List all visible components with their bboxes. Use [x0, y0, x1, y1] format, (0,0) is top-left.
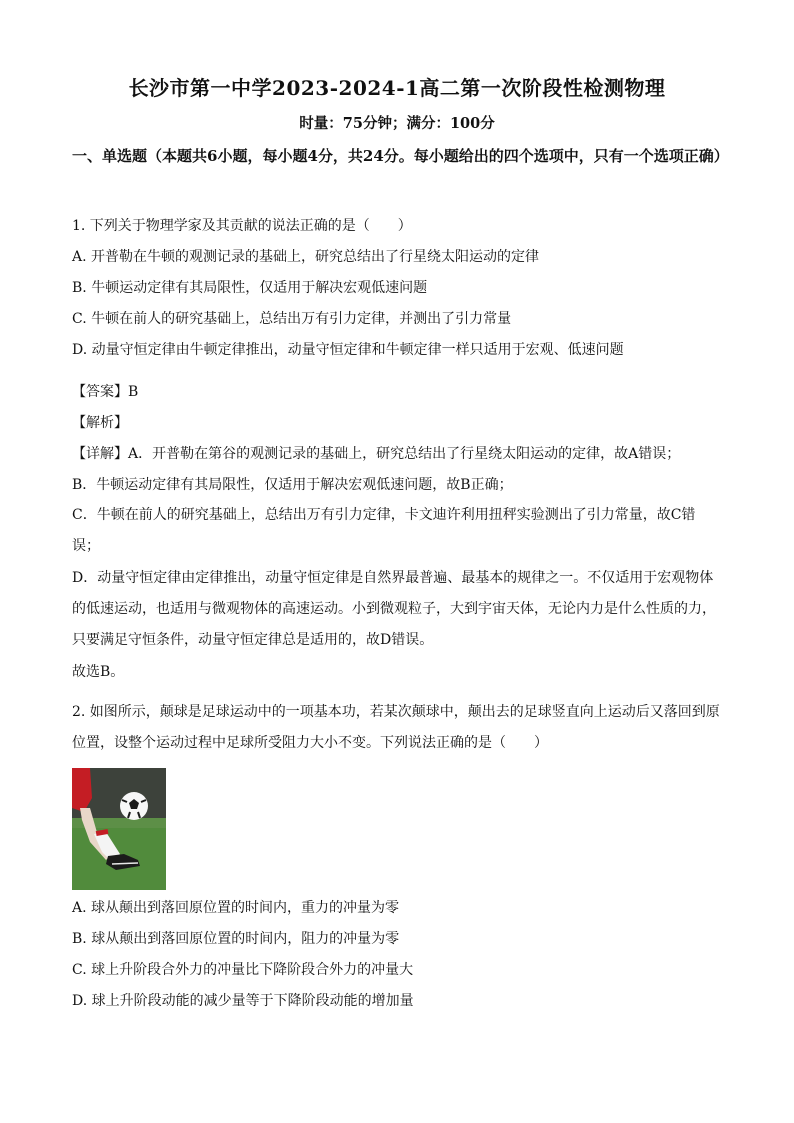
section-heading: 一、单选题（本题共6小题，每小题4分，共24分。每小题给出的四个选项中，只有一个选项正确） — [72, 147, 729, 165]
question-1-detail-b: B．牛顿运动定律有其局限性，仅适用于解决宏观低速问题，故B正确； — [72, 477, 513, 493]
question-1-option-a: A. 开普勒在牛顿的观测记录的基础上，研究总结出了行星绕太阳运动的定律 — [72, 249, 540, 265]
question-2-option-d: D. 球上升阶段动能的减少量等于下降阶段动能的增加量 — [72, 993, 414, 1009]
question-1-option-c: C. 牛顿在前人的研究基础上，总结出万有引力定律，并测出了引力常量 — [72, 311, 512, 327]
soccer-photo-illustration — [72, 768, 166, 890]
question-1-stem: 1. 下列关于物理学家及其贡献的说法正确的是（ ） — [72, 218, 412, 234]
exam-info: 时量：75分钟；满分：100分 — [299, 115, 495, 132]
soccer-juggling-photo — [72, 768, 166, 890]
question-2-stem: 2. 如图所示，颠球是足球运动中的一项基本功，若某次颠球中，颠出去的足球竖直向上运动后又落回到原位置，设整个运动过程中足球所受阻力大小不变。下列说法正确的是（ ） — [72, 704, 720, 751]
question-1-analysis-label: 【解析】 — [72, 415, 128, 431]
question-1-option-b: B. 牛顿运动定律有其局限性，仅适用于解决宏观低速问题 — [72, 280, 428, 296]
question-2-option-c: C. 球上升阶段合外力的冲量比下降阶段合外力的冲量大 — [72, 962, 414, 978]
page-title: 长沙市第一中学2023-2024-1高二第一次阶段性检测物理 — [128, 76, 666, 100]
question-2-option-b: B. 球从颠出到落回原位置的时间内，阻力的冲量为零 — [72, 931, 400, 947]
question-1-detail-c: C．牛顿在前人的研究基础上，总结出万有引力定律，卡文迪许利用扭秤实验测出了引力常量，故C错误； — [72, 507, 696, 554]
question-1-answer: 【答案】B — [72, 384, 139, 400]
question-1-detail-a: 【详解】A．开普勒在第谷的观测记录的基础上，研究总结出了行星绕太阳运动的定律，故A错误； — [72, 446, 681, 462]
question-1-conclusion: 故选B。 — [72, 664, 125, 680]
question-1-detail-d: D．动量守恒定律由定律推出，动量守恒定律是自然界最普遍、最基本的规律之一。不仅适用于宏观物体的低速运动，也适用与微观物体的高速运动。小到微观粒子，大到宇宙天体，无论内力是什么性质的力，只要满足守恒条件，动量守恒定律总是适用的，故D错误。 — [72, 570, 716, 648]
question-1-option-d: D. 动量守恒定律由牛顿定律推出，动量守恒定律和牛顿定律一样只适用于宏观、低速问题 — [72, 342, 624, 358]
question-2-option-a: A. 球从颠出到落回原位置的时间内，重力的冲量为零 — [72, 900, 400, 916]
